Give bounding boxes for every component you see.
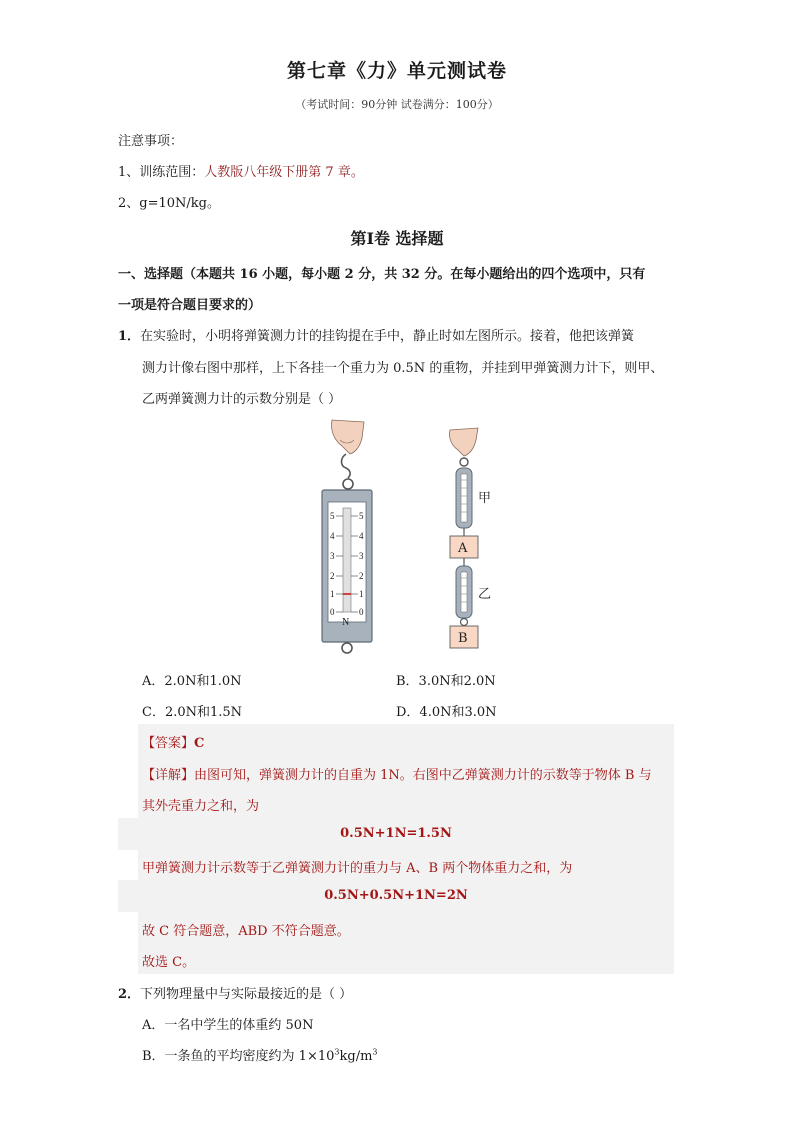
scale-num-2r: 2 [359, 571, 364, 581]
detail-line4: 故 C 符合题意，ABD 不符合题意。 [142, 924, 350, 939]
scale-num-5l: 5 [330, 511, 335, 521]
scale-num-3l: 3 [330, 551, 335, 561]
scale-num-0r: 0 [359, 607, 364, 617]
note-1-value: 人教版八年级下册第 7 章。 [204, 165, 364, 180]
note-1-prefix: 1、训练范围： [118, 165, 205, 180]
answer-label: 【答案】 [142, 736, 195, 751]
scale-num-2l: 2 [330, 571, 335, 581]
q1-stem-line2: 测力计像右图中那样，上下各挂一个重力为 0.5N 的重物，并挂到甲弹簧测力计下，则甲、 [142, 361, 664, 376]
label-jia: 甲 [478, 491, 492, 506]
note-1 [118, 161, 364, 180]
answer-line [142, 732, 204, 751]
q2-stem [118, 983, 352, 1002]
label-yi: 乙 [478, 587, 492, 602]
scale-num-0l: 0 [330, 607, 335, 617]
page-title: 第七章《力》单元测试卷 [286, 60, 507, 82]
q1-option-b: B．3.0N和2.0N [396, 674, 496, 689]
box-a-label: A [458, 541, 468, 556]
q1-stem-line1 [118, 325, 634, 344]
scale-num-1r: 1 [359, 589, 364, 599]
exam-info: （考试时间：90分钟 试卷满分：100分） [295, 98, 499, 111]
q2-option-b-mid: kg/m [339, 1049, 373, 1064]
q2-option-b-prefix: B．一条鱼的平均密度约为 1×10 [142, 1049, 335, 1064]
q2-option-b-sup2: 3 [372, 1047, 378, 1057]
q1-number: 1． [118, 329, 141, 344]
q2-number: 2． [118, 987, 141, 1002]
part1-heading-line1: 一、选择题（本题共 16 小题，每小题 2 分，共 32 分。在每小题给出的四个选项中，只有 [118, 267, 646, 282]
box-b-label: B [458, 631, 468, 646]
q2-option-a: A．一名中学生的体重约 50N [142, 1018, 314, 1033]
q1-stem-line3: 乙两弹簧测力计的示数分别是（ ） [142, 392, 342, 407]
equation-2: 0.5N+0.5N+1N=2N [324, 888, 468, 903]
q1-text-1: 在实验时，小明将弹簧测力计的挂钩提在手中，静止时如左图所示。接着，他把该弹簧 [140, 329, 635, 344]
notes-heading: 注意事项： [118, 134, 184, 149]
scale-num-1l: 1 [330, 589, 335, 599]
part1-heading-line2: 一项是符合题目要求的） [118, 298, 262, 313]
q2-text: 下列物理量中与实际最接近的是（ ） [140, 987, 353, 1002]
q2-option-b-sup: 3 [334, 1047, 340, 1057]
q1-option-a: A．2.0N和1.0N [142, 674, 242, 689]
detail-line2: 其外壳重力之和，为 [142, 799, 260, 814]
spring-scale-figure [310, 418, 500, 663]
note-2: 2、g=10N/kg。 [118, 196, 220, 211]
detail-line3: 甲弹簧测力计示数等于乙弹簧测力计的重力与 A、B 两个物体重力之和，为 [142, 861, 573, 876]
detail-line1 [142, 764, 652, 783]
detail-label: 【详解】 [142, 768, 195, 783]
equation-1: 0.5N+1N=1.5N [340, 826, 452, 841]
answer-value: C [194, 736, 205, 751]
scale-num-3r: 3 [359, 551, 364, 561]
scale-num-4r: 4 [359, 531, 364, 541]
q2-option-b [142, 1045, 378, 1064]
scale-unit: N [342, 617, 350, 628]
q1-option-c: C．2.0N和1.5N [142, 705, 243, 720]
section-title: 第Ⅰ卷 选择题 [350, 229, 444, 248]
hand-right-icon [449, 428, 478, 456]
hand-left-icon [331, 420, 364, 454]
scale-num-5r: 5 [359, 511, 364, 521]
q1-option-d: D．4.0N和3.0N [396, 705, 497, 720]
scale-num-4l: 4 [330, 531, 335, 541]
detail-text-1: 由图可知，弹簧测力计的自重为 1N。右图中乙弹簧测力计的示数等于物体 B 与 [194, 768, 652, 783]
detail-line5: 故选 C。 [142, 955, 196, 970]
